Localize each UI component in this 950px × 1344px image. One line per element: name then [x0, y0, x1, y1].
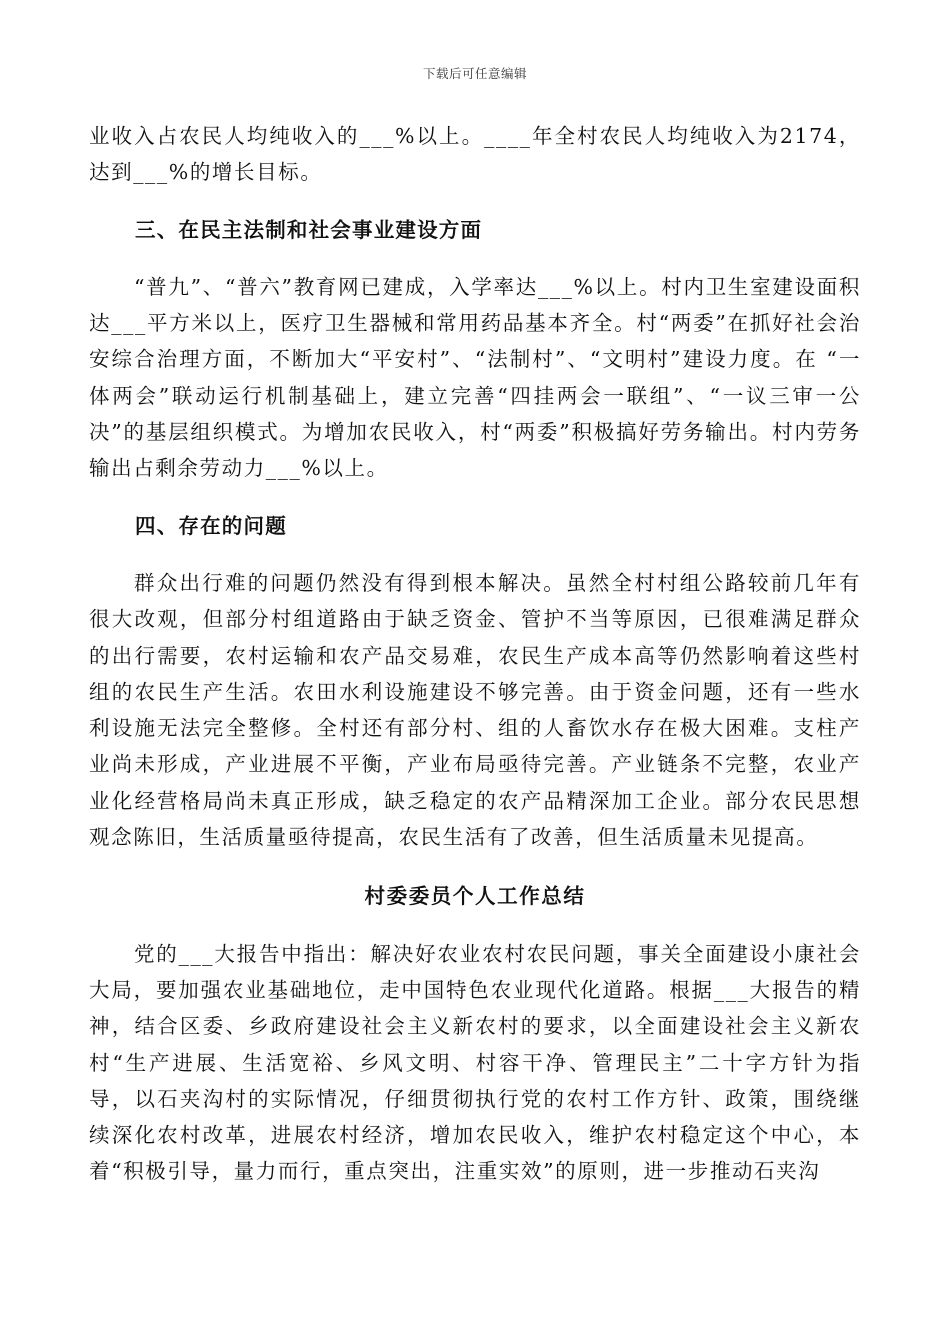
document-body [89, 118, 861, 1190]
section-title: 村委委员个人工作总结 [364, 884, 586, 909]
paragraph-work-summary: 党的___大报告中指出：解决好农业农村农民问题，事关全面建设小康社会大局，要加强农业基础地位，走中国特色农业现代化道路。根据___大报告的精神，结合区委、乡政府建设社会主义新农村的要求，以全面建设社会主义新农村“生产进展、生活宽裕、乡风文明、村容干净、管理民主”二十字方针为指导，以石夹沟村的实际情况，仔细贯彻执行党的农村工作方针、政策，围绕继续深化农村改革，进展农村经济，增加农民收入，维护农村稳定这个中心，本着“积极引导，量力而行，重点突出，注重实效”的原则，进一步推动石夹沟 [89, 941, 861, 1184]
heading-existing-problems: 四、存在的问题 [135, 513, 287, 538]
heading-democracy-legal-social: 三、在民主法制和社会事业建设方面 [135, 217, 483, 242]
paragraph-income-summary: 业收入占农民人均纯收入的___%以上。____年全村农民人均纯收入为2174，达到___%的增长目标。 [89, 124, 861, 185]
paragraph-problems: 群众出行难的问题仍然没有得到根本解决。虽然全村村组公路较前几年有很大改观，但部分村组道路由于缺乏资金、管护不当等原因，已很难满足群众的出行需要，农村运输和农产品交易难，农民生产成本高等仍然影响着这些村组的农民生产生活。农田水利设施建设不够完善。由于资金问题，还有一些水利设施无法完全整修。全村还有部分村、组的人畜饮水存在极大困难。支柱产业尚未形成，产业进展不平衡，产业布局亟待完善。产业链条不完整，农业产业化经营格局尚未真正形成，缺乏稳定的农产品精深加工企业。部分农民思想观念陈旧，生活质量亟待提高，农民生活有了改善，但生活质量未见提高。 [89, 570, 861, 850]
page-header-note: 下载后可任意编辑 [422, 66, 527, 81]
paragraph-social-affairs: “普九”、“普六”教育网已建成，入学率达___%以上。村内卫生室建设面积达___平方米以上，医疗卫生器械和常用药品基本齐全。村“两委”在抓好社会治安综合治理方面，不断加大“平安村”、“法制村”、“文明村”建设力度。在 “一体两会”联动运行机制基础上，建立完善“四挂两会一联组”、“一议三审一公决”的基层组织模式。为增加农民收入，村“两委”积极搞好劳务输出。村内劳务输出占剩余劳动力___%以上。 [89, 274, 861, 481]
